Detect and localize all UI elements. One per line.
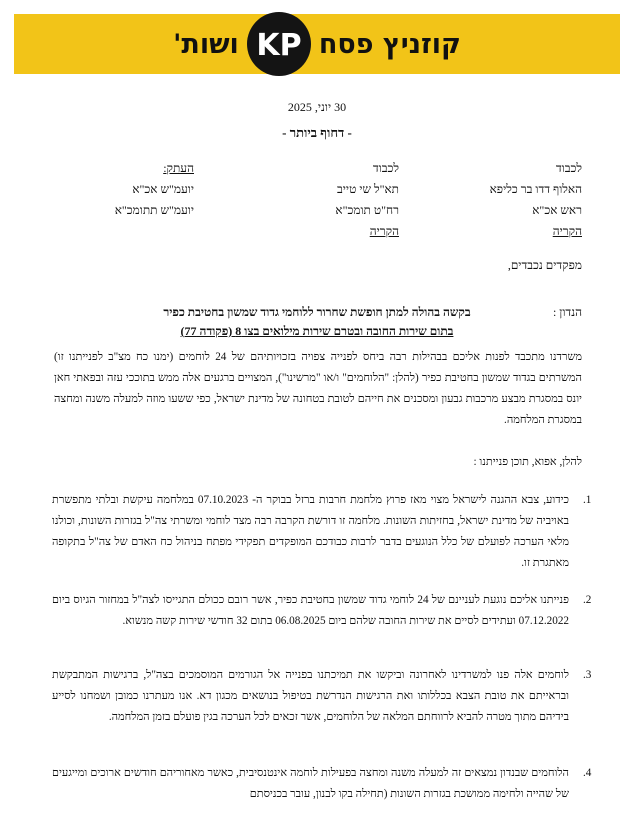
logo-monogram: KP [256,28,302,63]
intro-paragraph: משרדנו מתכבד לפנות אליכם בבהילות רבה ביחס לפנייה צפויה בזכויותיהם של 24 לוחמים (ימנו כח מצ"ב לפנייתנו זו) המשרתים בגדוד שמשון בחטיבת כפיר (להלן: "הלוחמים" ו/או "מרשינו"), המצויים ברגעים אלה ממש בתוככי עזה ובפאתי חאן יונס במסגרת מבצע מרכבות גבעון ומסכנים את חייהם לטובת בטחונה של מדינת ישראל, כפי ששעו מוזה למעלה משנה ומחצה במסגרת המלחמה. [54,351,582,426]
subject-line-2: בתום שירות החובה ובטרם שירות מילואים בצו 8 (פקודה 77) [180,324,454,338]
lead-in: להלן, אפוא, תוכן פנייתנו : [473,456,582,468]
recipient-2-name: תא"ל שי טייב [337,182,399,196]
item-text: הלוחמים שבנדון נמצאים זה למעלה משנה ומחצה בפעילות לוחמה אינטנסיבית, כאשר מאחוריהם חודשים ארוכים ומייגעים של שהייה ולחימה ממושכת בגזרות השונות (תחילה בקו לבנון, עובר בכניסתם [52,767,569,800]
cc-line-2: יועמ"ש תתומכ"א [114,203,194,217]
numbered-item-3 [52,665,597,728]
recipient-block-1 [490,158,582,242]
firm-logo-icon [247,12,311,76]
greeting: מפקדים נכבדים, [507,258,582,272]
item-text: כידוע, צבא ההגנה לישראל מצוי מאז פרוץ מלחמת חרבות ברזל בבוקר ה- 07.10.2023 במלחמה עיקשת ובלתי מתפשרת באויביה של מדינת ישראל, בחזיתות השונות. מלחמה זו דורשת הקרבה רבה מצד לוחמי ומשרתי צה"ל בגזרות השונות, וכולנו מלאי הערכה לפועלם של כלל הנוגעים בדבר לרבות כבודכם המופקדים תפקידי מפתח בניהול כח האדם של צה"ל בתקופה מאתגרת זו. [52,494,569,569]
item-number: 1. [583,494,592,506]
letterhead-banner [14,14,620,74]
item-number: 4. [583,767,592,779]
firm-suffix: ושות' [173,28,239,60]
letterhead-logo [173,12,461,76]
numbered-item-4 [52,763,597,805]
recipient-block-2 [335,158,399,242]
subject-label: הנדון : [552,305,582,319]
recipient-1-salutation: לכבוד [555,161,582,175]
cc-label: העתק: [163,161,194,175]
kp-monogram-icon [253,24,305,64]
recipient-1-title: ראש אכ"א [532,203,582,217]
subject-text [112,303,522,341]
recipient-1-location: הקריה [552,224,582,238]
item-text: פנייתנו אליכם נוגעת לעניינם של 24 לוחמי גדוד שמשון בחטיבת כפיר, אשר רובם ככולם התגייסו לצה"ל במחזור הגיוס ביום 07.12.2022 ועתידים לסיים את שירות החובה שלהם ביום 06.08.2025 בתום 32 חודשי שירות קשה מנשוא. [52,594,569,627]
recipient-2-salutation: לכבוד [372,161,399,175]
subject-line-1: בקשה בהולה למתן חופשת שחרור ללוחמי גדוד שמשון בחטיבת כפיר [163,305,471,319]
recipient-1-name: האלוף דדו בר כליפא [489,182,582,196]
item-number: 2. [583,594,592,606]
letter-date: 30 יוני, 2025 [287,100,347,114]
numbered-item-1 [52,490,597,574]
cc-block [115,158,194,221]
cc-line-1: יועמ"ש אכ"א [132,182,194,196]
item-text: לוחמים אלה פנו למשרדינו לאחרונה וביקשו את תמיכתנו בפנייה אל הגורמים המוסמכים בצה"ל, ברגישות המתבקשת ובראייתם את טובת הצבא בכללותו ואת הרגישות הנדרשת בטיפול בנושאים מכגון דא. אנו מעתרנו כמובן ושמחנו לסייע בידיהם מתוך מטרה להביא לרווחתם המלאה של הלוחמים, אשר זכאים לכל הערכה בגין פועלם בזמן המלחמה. [52,669,569,723]
firm-name: קוזניץ פסח [318,28,461,60]
recipient-2-location: הקריה [369,224,399,238]
recipient-2-title: רח"ט תומכ"א [335,203,399,217]
urgency-label: - דחוף ביותר - [282,125,352,140]
item-number: 3. [583,669,592,681]
numbered-item-2 [52,590,597,632]
